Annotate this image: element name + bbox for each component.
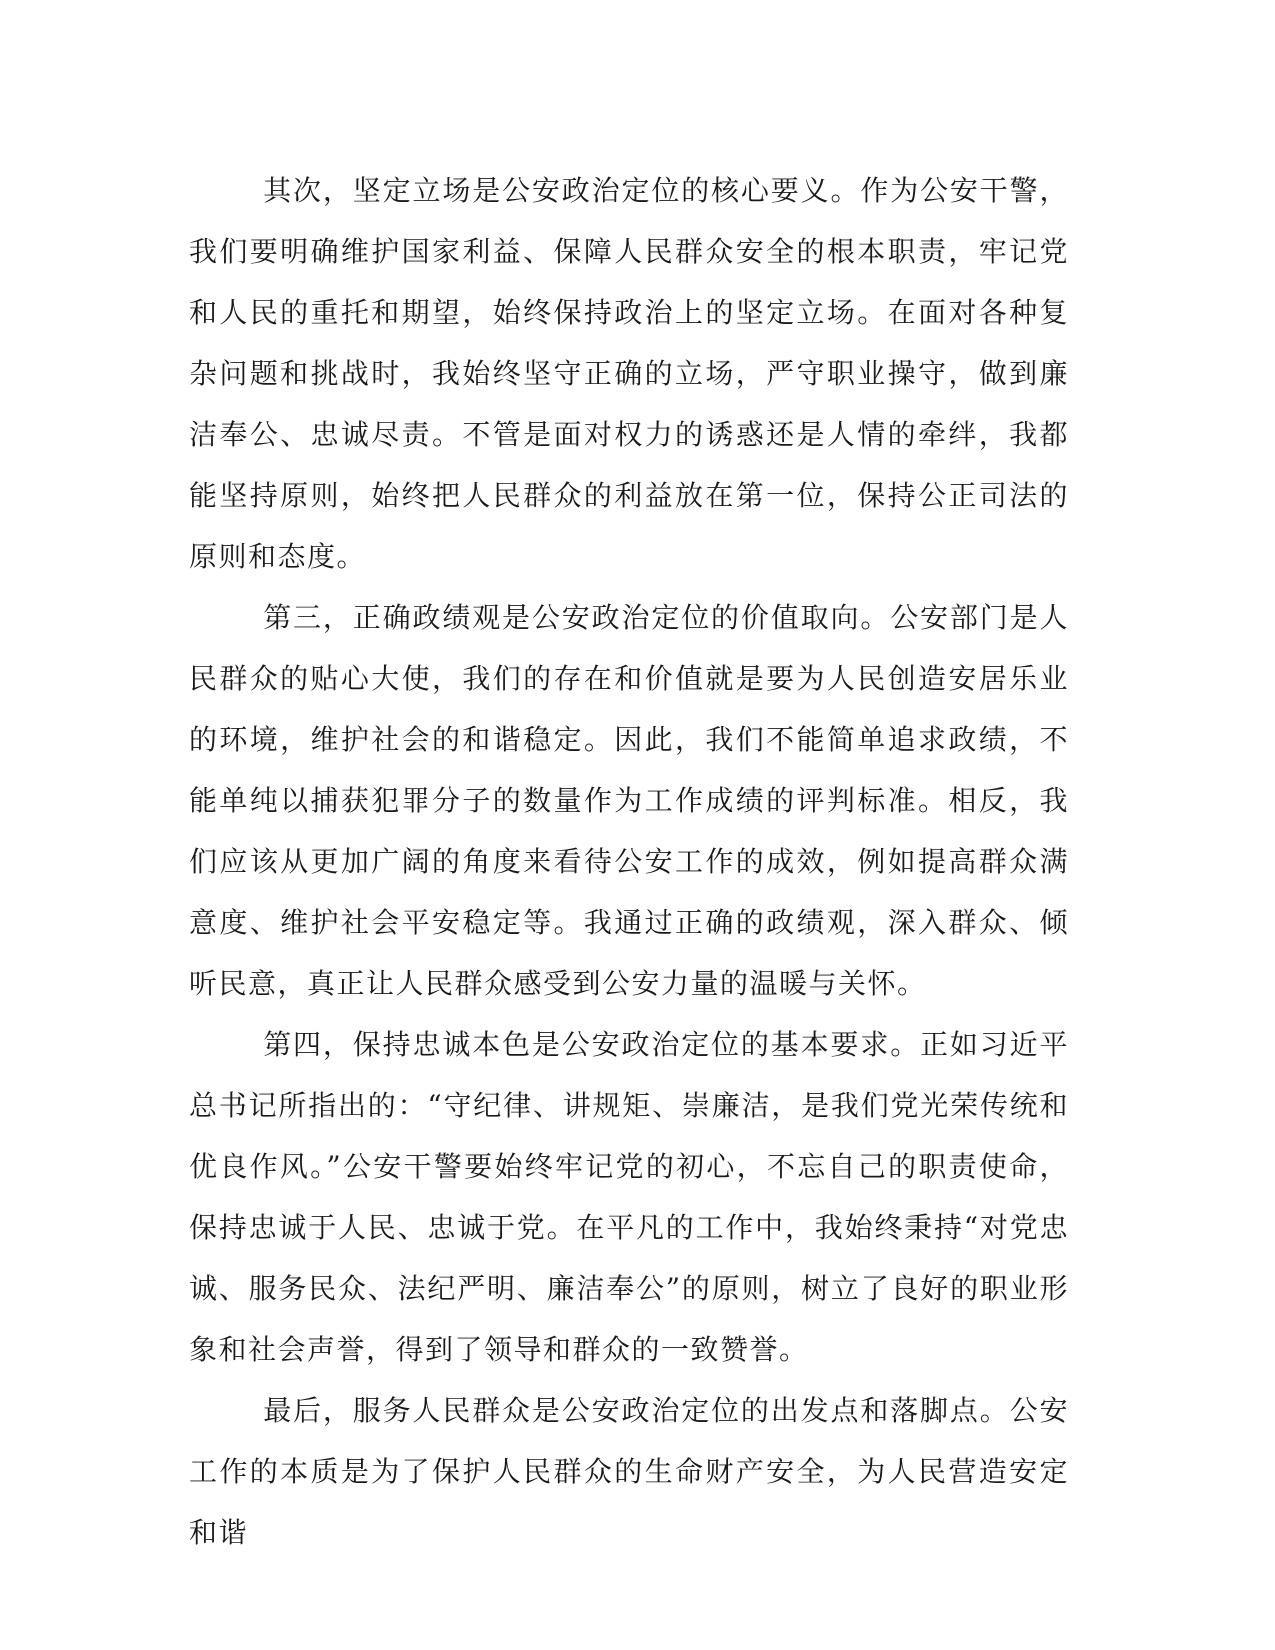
document-body [189, 160, 1069, 1563]
paragraph-loyalty: 第四，保持忠诚本色是公安政治定位的基本要求。正如习近平总书记所指出的：“守纪律、讲规矩、崇廉洁，是我们党光荣传统和优良作风。”公安干警要始终牢记党的初心，不忘自己的职责使命，保持忠诚于人民、忠诚于党。在平凡的工作中，我始终秉持“对党忠诚、服务民众、法纪严明、廉洁奉公”的原则，树立了良好的职业形象和社会声誉，得到了领导和群众的一致赞誉。 [189, 1028, 1069, 1366]
paragraph-performance-view: 第三，正确政绩观是公安政治定位的价值取向。公安部门是人民群众的贴心大使，我们的存在和价值就是要为人民创造安居乐业的环境，维护社会的和谐稳定。因此，我们不能简单追求政绩，不能单纯以捕获犯罪分子的数量作为工作成绩的评判标准。相反，我们应该从更加广阔的角度来看待公安工作的成效，例如提高群众满意度、维护社会平安稳定等。我通过正确的政绩观，深入群众、倾听民意，真正让人民群众感受到公安力量的温暖与关怀。 [189, 601, 1069, 1000]
paragraph-serve-people: 最后，服务人民群众是公安政治定位的出发点和落脚点。公安工作的本质是为了保护人民群众的生命财产安全，为人民营造安定和谐 [189, 1394, 1069, 1549]
paragraph-firm-stance: 其次，坚定立场是公安政治定位的核心要义。作为公安干警，我们要明确维护国家利益、保障人民群众安全的根本职责，牢记党和人民的重托和期望，始终保持政治上的坚定立场。在面对各种复杂问题和挑战时，我始终坚守正确的立场，严守职业操守，做到廉洁奉公、忠诚尽责。不管是面对权力的诱惑还是人情的牵绊，我都能坚持原则，始终把人民群众的利益放在第一位，保持公正司法的原则和态度。 [189, 174, 1069, 573]
